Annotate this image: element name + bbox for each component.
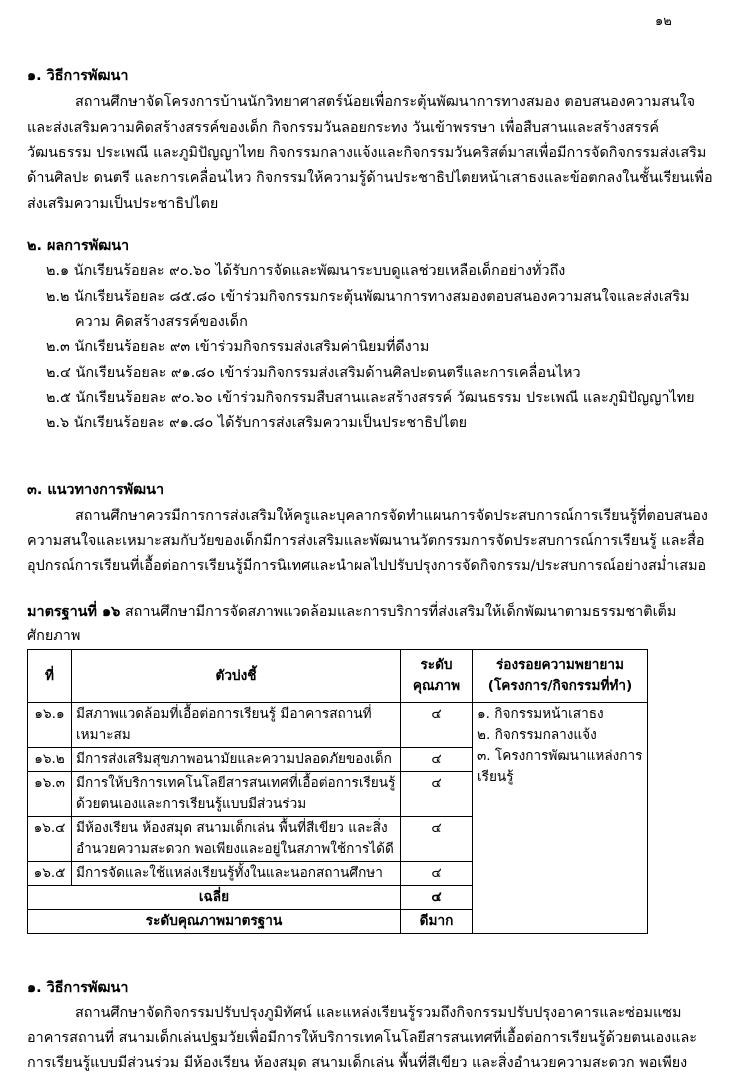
header-no: ที่ — [28, 650, 72, 703]
section4-heading: ๑. วิธีการพัฒนา — [27, 980, 129, 996]
indicator-line: มีห้องเรียน ห้องสมุด สนามเด็กเล่น พื้นที่สีเขียว และสิ่ง — [76, 820, 388, 836]
indicator-line: อำนวยความสะดวก พอเพียงและอยู่ในสภาพใช้การได้ดี — [76, 841, 394, 857]
row-indicator: มีการส่งเสริมสุขภาพอนามัยและความปลอดภัยของเด็ก — [72, 748, 401, 772]
header-level-line1: ระดับ — [420, 657, 453, 673]
row-no: ๑๖.๒ — [28, 748, 72, 772]
header-indicator: ตัวบ่งชี้ — [72, 650, 401, 703]
indicator-line: มีสภาพแวดล้อมที่เอื้อต่อการเรียนรู้ มีอาคารสถานที่ — [76, 706, 372, 722]
row-level: ๔ — [401, 862, 473, 886]
indicator-line: เหมาะสม — [76, 727, 131, 743]
section3-line: สถานศึกษาควรมีการการส่งเสริมให้ครูและบุคลากรจัดทำแผนการจัดประสบการณ์การเรียนรู้ที่ตอบสนอง — [75, 508, 708, 524]
indicator-line: ด้วยตนเองและการเรียนรู้แบบมีส่วนร่วม — [76, 796, 307, 812]
header-efforts-line1: ร่องรอยความพยายาม — [496, 657, 624, 673]
result-item: ๒.๒ นักเรียนร้อยละ ๘๕.๘๐ เข้าร่วมกิจกรรมกระตุ้นพัฒนาการทางสมองตอบสนองความสนใจและส่งเสริม — [46, 289, 690, 305]
section4-line: สถานศึกษาจัดกิจกรรมปรับปรุงภูมิทัศน์ และแหล่งเรียนรู้รวมถึงกิจกรรมปรับปรุงอาคารและซ่อมแซม — [75, 1005, 682, 1021]
result-item: ๒.๓ นักเรียนร้อยละ ๙๓ เข้าร่วมกิจกรรมส่งเสริมค่านิยมที่ดีงาม — [46, 339, 430, 355]
average-label: เฉลี่ย — [28, 886, 401, 910]
section3-line: อุปกรณ์การเรียนที่เอื้อต่อการเรียนรู้มีการนิเทศและนำผลไปปรับปรุงการจัดกิจกรรม/ประสบการณ์อย่างสม่ำเสมอ — [27, 558, 707, 574]
row-no: ๑๖.๑ — [28, 703, 72, 748]
efforts-cell — [473, 703, 648, 934]
row-level: ๔ — [401, 817, 473, 862]
page-number: ๑๒ — [655, 14, 672, 29]
section1-heading: ๑. วิธีการพัฒนา — [27, 68, 129, 84]
row-no: ๑๖.๓ — [28, 772, 72, 817]
header-efforts — [473, 650, 648, 703]
quality-label: ระดับคุณภาพมาตรฐาน — [28, 910, 401, 934]
table-header-row — [28, 650, 648, 703]
row-indicator — [72, 772, 401, 817]
effort-item: เรียนรู้ — [477, 769, 514, 785]
effort-item: ๒. กิจกรรมกลางแจ้ง — [477, 727, 597, 743]
result-item: ๒.๔ นักเรียนร้อยละ ๙๑.๘๐ เข้าร่วมกิจกรรมส่งเสริมด้านศิลปะดนตรีและการเคลื่อนไหว — [46, 365, 581, 381]
standard-title-line2: ศักยภาพ — [27, 628, 81, 644]
header-efforts-line2: (โครงการ/กิจกรรมที่ทำ) — [487, 678, 633, 694]
row-level: ๔ — [401, 748, 473, 772]
row-indicator — [72, 817, 401, 862]
table-row — [28, 703, 648, 748]
section3-heading: ๓. แนวทางการพัฒนา — [27, 482, 165, 498]
result-item: ๒.๑ นักเรียนร้อยละ ๙๐.๖๐ ได้รับการจัดและพัฒนาระบบดูแลช่วยเหลือเด็กอย่างทั่วถึง — [46, 263, 566, 279]
result-item: ๒.๖ นักเรียนร้อยละ ๙๑.๘๐ ได้รับการส่งเสริมความเป็นประชาธิปไตย — [46, 415, 468, 431]
section1-line: วัฒนธรรม ประเพณี และภูมิปัญญาไทย กิจกรรมกลางแจ้งและกิจกรรมวันคริสต์มาสเพื่อมีการจัดกิจกรรมส่งเสริม — [27, 145, 707, 161]
section1-line: และส่งเสริมความคิดสร้างสรรค์ของเด็ก กิจกรรมวันลอยกระทง วันเข้าพรรษา เพื่อสืบสานและสร้างสรรค์ — [27, 120, 660, 136]
section4-line: อาคารสถานที่ สนามเด็กเล่นปฐมวัยเพื่อมีการให้บริการเทคโนโลยีสารสนเทศที่เอื้อต่อการเรียนรู้ด้วยตนเองและ — [27, 1030, 698, 1046]
average-value: ๔ — [401, 886, 473, 910]
header-level — [401, 650, 473, 703]
row-level: ๔ — [401, 703, 473, 748]
section4-line: การเรียนรู้แบบมีส่วนร่วม มีห้องเรียน ห้องสมุด สนามเด็กเล่น พื้นที่สีเขียว และสิ่งอำนวยความสะดวก พอเพียง — [27, 1055, 688, 1071]
indicator-line: มีการให้บริการเทคโนโลยีสารสนเทศที่เอื้อต่อการเรียนรู้ — [76, 775, 396, 791]
quality-value: ดีมาก — [401, 910, 473, 934]
section2-heading: ๒. ผลการพัฒนา — [27, 238, 130, 254]
header-level-line2: คุณภาพ — [412, 678, 461, 694]
standard-title — [27, 602, 676, 622]
standard-table — [27, 649, 648, 934]
row-level: ๔ — [401, 772, 473, 817]
standard-title-bold: มาตรฐานที่ ๑๖ — [27, 604, 121, 620]
section1-line: ด้านศิลปะ ดนตรี และการเคลื่อนไหว กิจกรรมให้ความรู้ด้านประชาธิปไตยหน้าเสาธงและข้อตกลงในชั้นเรียนเพื่อ — [27, 170, 713, 186]
row-indicator — [72, 703, 401, 748]
section1-line: ส่งเสริมความเป็นประชาธิปไตย — [27, 196, 219, 212]
effort-item: ๓. โครงการพัฒนาแหล่งการ — [477, 748, 643, 764]
result-item: ๒.๕ นักเรียนร้อยละ ๙๐.๖๐ เข้าร่วมกิจกรรมสืบสานและสร้างสรรค์ วัฒนธรรม ประเพณี และภูมิปัญญาไทย — [46, 390, 695, 406]
standard-title-text: สถานศึกษามีการจัดสภาพแวดล้อมและการบริการที่ส่งเสริมให้เด็กพัฒนาตามธรรมชาติเต็ม — [120, 604, 677, 620]
row-no: ๑๖.๔ — [28, 817, 72, 862]
section1-line: สถานศึกษาจัดโครงการบ้านนักวิทยาศาสตร์น้อยเพื่อกระตุ้นพัฒนาการทางสมอง ตอบสนองความสนใจ — [75, 94, 696, 110]
section3-line: ความสนใจและเหมาะสมกับวัยของเด็กมีการส่งเสริมและพัฒนานวัตกรรมการจัดประสบการณ์การเรียนรู้ และสื่อ — [27, 533, 705, 549]
effort-item: ๑. กิจกรรมหน้าเสาธง — [477, 706, 604, 722]
result-item-continued: ความ คิดสร้างสรรค์ของเด็ก — [75, 314, 248, 330]
row-indicator: มีการจัดและใช้แหล่งเรียนรู้ทั้งในและนอกสถานศึกษา — [72, 862, 401, 886]
row-no: ๑๖.๕ — [28, 862, 72, 886]
